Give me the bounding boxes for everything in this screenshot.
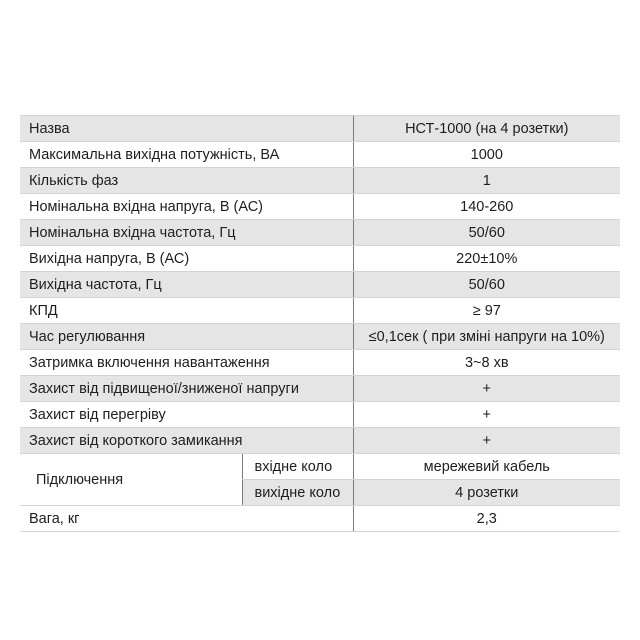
spec-row-voltage-protection: [20, 376, 620, 402]
spec-table: [20, 115, 620, 532]
spec-value: 4 розетки: [353, 480, 620, 506]
spec-row-load-delay: [20, 350, 620, 376]
spec-value: +: [353, 402, 620, 428]
spec-value: 220±10%: [353, 246, 620, 272]
spec-label: Максимальна вихідна потужність, ВА: [20, 142, 353, 168]
spec-value: +: [353, 376, 620, 402]
spec-value: 3~8 хв: [353, 350, 620, 376]
spec-value: 50/60: [353, 272, 620, 298]
spec-row-weight: [20, 506, 620, 532]
spec-label: Затримка включення навантаження: [20, 350, 353, 376]
spec-value: НСТ-1000 (на 4 розетки): [353, 116, 620, 142]
spec-label: Номінальна вхідна напруга, В (АС): [20, 194, 353, 220]
spec-row-output-frequency: [20, 272, 620, 298]
spec-row-max-power: [20, 142, 620, 168]
spec-value: 1000: [353, 142, 620, 168]
spec-label: Захист від перегріву: [20, 402, 353, 428]
spec-row-overheat-protection: [20, 402, 620, 428]
spec-row-name: [20, 116, 620, 142]
spec-value: ≥ 97: [353, 298, 620, 324]
spec-row-input-voltage: [20, 194, 620, 220]
spec-label: Час регулювання: [20, 324, 353, 350]
spec-label: Кількість фаз: [20, 168, 353, 194]
spec-value: 2,3: [353, 506, 620, 532]
spec-row-short-circuit-protection: [20, 428, 620, 454]
spec-value: 140-260: [353, 194, 620, 220]
spec-sub-label: вихідне коло: [242, 480, 353, 506]
spec-label: Номінальна вхідна частота, Гц: [20, 220, 353, 246]
spec-row-connection-input: [20, 454, 620, 480]
spec-group-label: Підключення: [20, 454, 242, 506]
spec-row-efficiency: [20, 298, 620, 324]
spec-row-input-frequency: [20, 220, 620, 246]
spec-label: Захист від короткого замикання: [20, 428, 353, 454]
spec-row-output-voltage: [20, 246, 620, 272]
spec-row-regulation-time: [20, 324, 620, 350]
spec-label: Вихідна частота, Гц: [20, 272, 353, 298]
spec-value: ≤0,1сек ( при зміні напруги на 10%): [353, 324, 620, 350]
spec-value: мережевий кабель: [353, 454, 620, 480]
spec-sub-label: вхідне коло: [242, 454, 353, 480]
spec-value: +: [353, 428, 620, 454]
spec-label: Вага, кг: [20, 506, 353, 532]
spec-row-phases: [20, 168, 620, 194]
spec-label: КПД: [20, 298, 353, 324]
spec-label: Вихідна напруга, В (АС): [20, 246, 353, 272]
spec-value: 1: [353, 168, 620, 194]
spec-label: Захист від підвищеної/зниженої напруги: [20, 376, 353, 402]
spec-value: 50/60: [353, 220, 620, 246]
spec-label: Назва: [20, 116, 353, 142]
